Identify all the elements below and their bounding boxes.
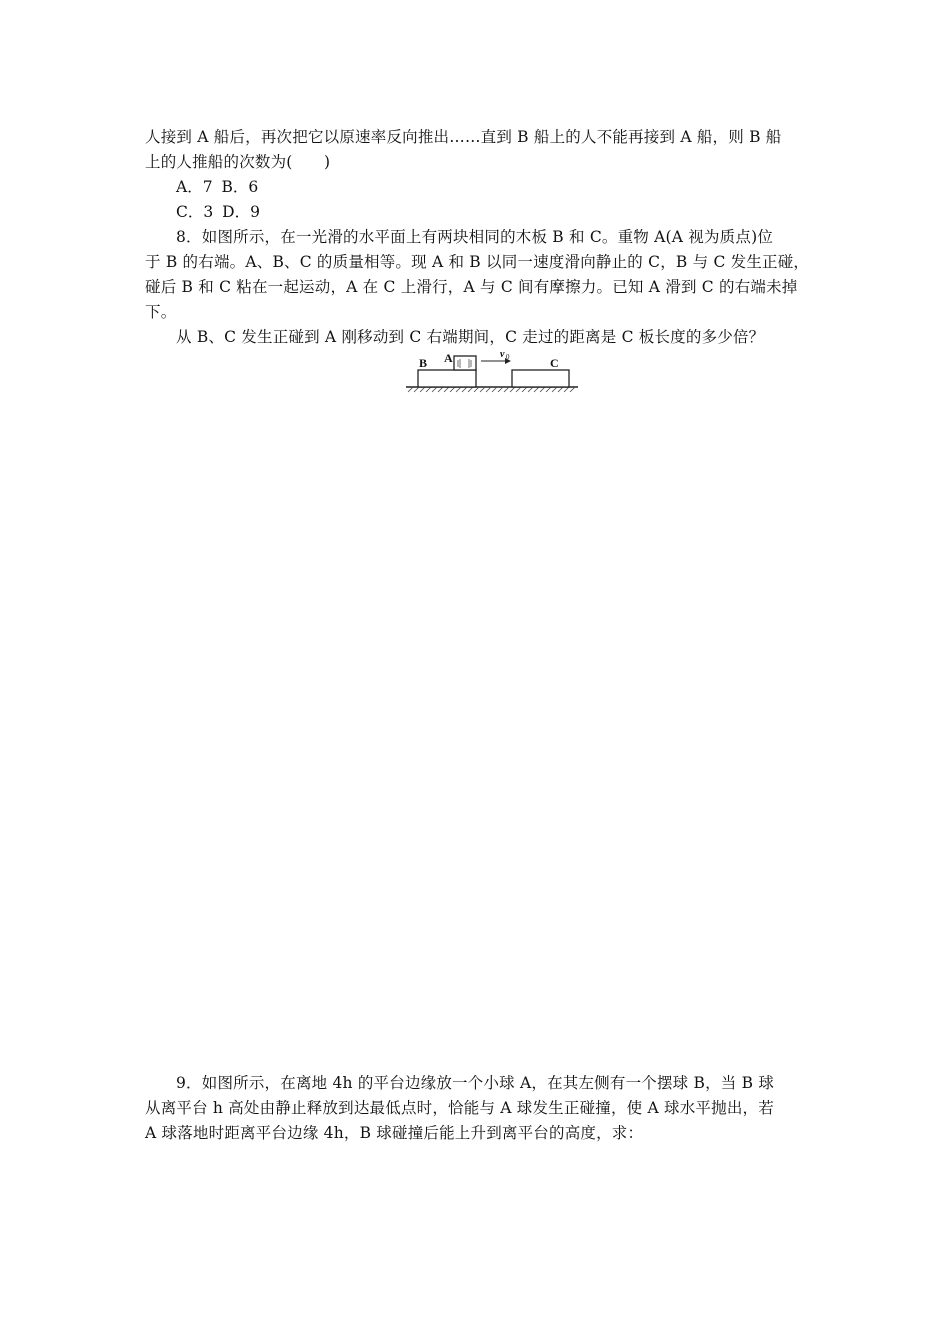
board-b <box>418 370 476 387</box>
q7-options-row-1 <box>176 175 262 200</box>
label-v-sub: 0 <box>506 353 510 361</box>
q7-option-d: D．9 <box>222 203 260 221</box>
q7-option-c: C．3 <box>176 203 214 221</box>
label-b: B <box>419 356 428 370</box>
q9-line-1: 9．如图所示，在离地 4h 的平台边缘放一个小球 A，在其左侧有一个摆球 B，当 B 球 <box>176 1074 775 1092</box>
question-7-text <box>145 125 810 175</box>
block-a <box>454 356 476 370</box>
question-9-text <box>145 1071 810 1146</box>
q8-question: 从 B、C 发生正碰到 A 刚移动到 C 右端期间，C 走过的距离是 C 板长度的多少倍？ <box>176 328 765 346</box>
q7-option-b: B．6 <box>221 178 259 196</box>
q9-line-3: A 球落地时距离平台边缘 4h，B 球碰撞后能上升到离平台的高度，求： <box>145 1124 644 1142</box>
label-c: C <box>550 356 559 370</box>
q7-options-row-2 <box>176 200 264 225</box>
q8-line-1: 8．如图所示，在一光滑的水平面上有两块相同的木板 B 和 C。重物 A(A 视为质点)位 <box>176 228 774 246</box>
q7-option-a: A．7 <box>176 178 213 196</box>
q7-line-1: 人接到 A 船后，再次把它以原速率反向推出……直到 B 船上的人不能再接到 A 船，则 B 船 <box>145 128 782 146</box>
q8-line-3: 碰后 B 和 C 粘在一起运动，A 在 C 上滑行，A 与 C 间有摩擦力。已知 A 滑到 C 的右端未掉 <box>145 278 798 296</box>
q7-line-2: 上的人推船的次数为( ) <box>145 153 331 171</box>
q9-line-2: 从离平台 h 高处由静止释放到达最低点时，恰能与 A 球发生正碰撞，使 A 球水平抛出，若 <box>145 1099 774 1117</box>
q8-line-4: 下。 <box>145 303 177 321</box>
board-c <box>512 370 569 387</box>
q8-figure-svg <box>404 349 580 395</box>
label-v: v <box>500 349 505 360</box>
q8-figure <box>404 349 580 395</box>
ground-hatching <box>408 387 575 392</box>
q8-line-2: 于 B 的右端。A、B、C 的质量相等。现 A 和 B 以同一速度滑向静止的 C，B 与 C 发生正碰， <box>145 253 810 271</box>
question-8-text <box>145 225 810 350</box>
label-a: A <box>444 351 453 365</box>
